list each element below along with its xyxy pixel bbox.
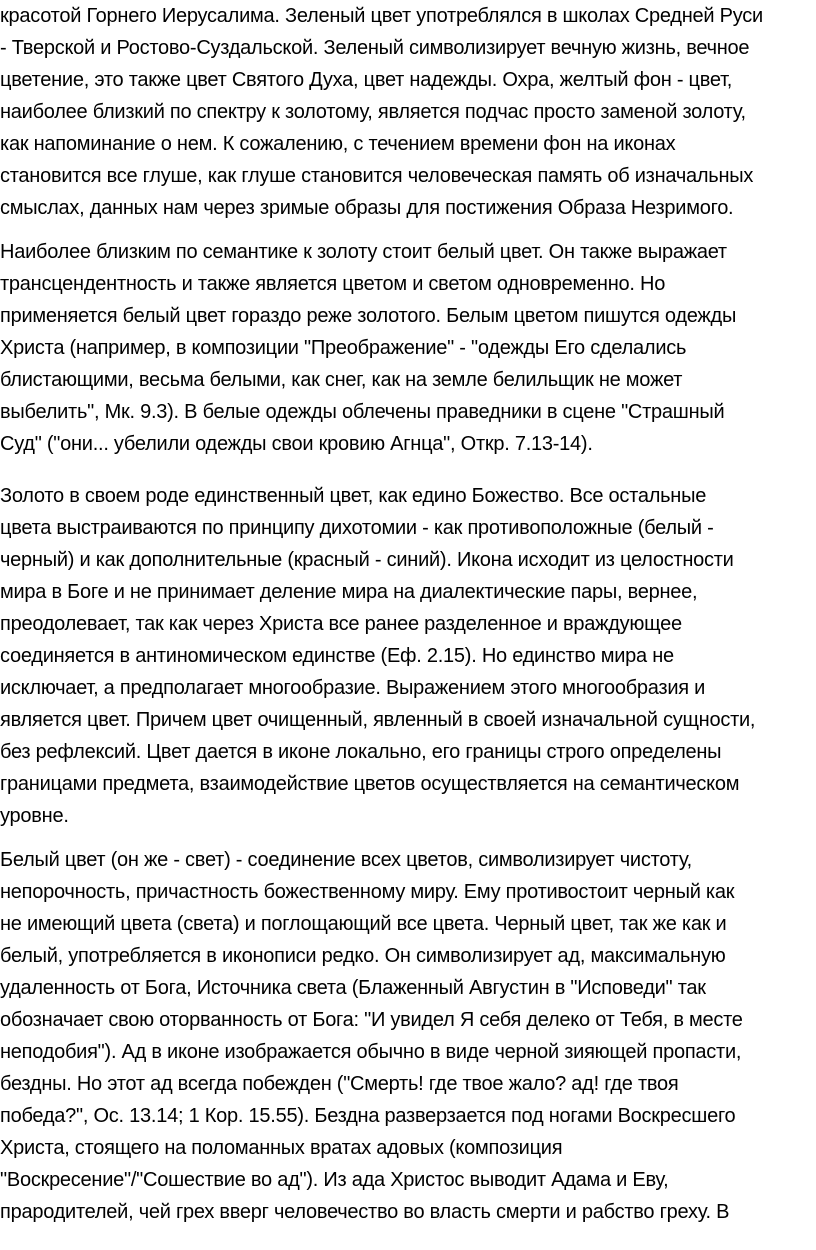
text-line: Суд" ("они... убелили одежды свои кровию Агнца", Откр. 7.13-14).: [0, 433, 593, 455]
text-line: применяется белый цвет гораздо реже золотого. Белым цветом пишутся одежды: [0, 305, 737, 327]
text-line: становится все глуше, как глуше становится человеческая память об изначальных: [0, 165, 754, 187]
text-line: без рефлексий. Цвет дается в иконе локально, его границы строго определены: [0, 741, 722, 763]
text-line: неподобия"). Ад в иконе изображается обычно в виде черной зияющей пропасти,: [0, 1041, 742, 1063]
text-line: блистающими, весьма белыми, как снег, как на земле белильщик не может: [0, 369, 683, 391]
text-line: черный) и как дополнительные (красный - синий). Икона исходит из целостности: [0, 549, 734, 571]
text-line: "Воскресение"/"Сошествие во ад"). Из ада Христос выводит Адама и Еву,: [0, 1169, 669, 1191]
text-line: выбелить", Мк. 9.3). В белые одежды облечены праведники в сцене "Страшный: [0, 401, 725, 423]
text-line: наиболее близкий по спектру к золотому, является подчас просто заменой золоту,: [0, 101, 746, 123]
text-line: трансцендентность и также является цветом и светом одновременно. Но: [0, 273, 666, 295]
text-line: Наиболее близким по семантике к золоту стоит белый цвет. Он также выражает: [0, 241, 727, 263]
text-line: границами предмета, взаимодействие цветов осуществляется на семантическом: [0, 773, 740, 795]
text-line: соединяется в антиномическом единстве (Еф. 2.15). Но единство мира не: [0, 645, 674, 667]
text-line: как напоминание о нем. К сожалению, с течением времени фон на иконах: [0, 133, 676, 155]
paragraph-2: [0, 236, 816, 460]
text-line: удаленность от Бога, Источника света (Блаженный Августин в "Исповеди" так: [0, 977, 706, 999]
text-line: победа?", Ос. 13.14; 1 Кор. 15.55). Бездна разверзается под ногами Воскресшего: [0, 1105, 736, 1127]
text-line: белый, употребляется в иконописи редко. Он символизирует ад, максимальную: [0, 945, 726, 967]
text-line: Христа, стоящего на поломанных вратах адовых (композиция: [0, 1137, 563, 1159]
text-line: непорочность, причастность божественному миру. Ему противостоит черный как: [0, 881, 735, 903]
text-line: прародителей, чей грех вверг человечество во власть смерти и рабство греху. В: [0, 1201, 730, 1223]
text-line: Белый цвет (он же - свет) - соединение всех цветов, символизирует чистоту,: [0, 849, 692, 871]
text-line: уровне.: [0, 805, 69, 827]
text-line: исключает, а предполагает многообразие. Выражением этого многообразия и: [0, 677, 706, 699]
text-line: бездны. Но этот ад всегда побежден ("Смерть! где твое жало? ад! где твоя: [0, 1073, 679, 1095]
text-line: цветение, это также цвет Святого Духа, цвет надежды. Охра, желтый фон - цвет,: [0, 69, 733, 91]
text-line: обозначает свою оторванность от Бога: "И увидел Я себя делеко от Тебя, в месте: [0, 1009, 743, 1031]
text-line: является цвет. Причем цвет очищенный, явленный в своей изначальной сущности,: [0, 709, 756, 731]
text-line: не имеющий цвета (света) и поглощающий все цвета. Черный цвет, так же как и: [0, 913, 727, 935]
text-line: мира в Боге и не принимает деление мира на диалектические пары, вернее,: [0, 581, 698, 603]
text-line: цвета выстраиваются по принципу дихотомии - как противоположные (белый -: [0, 517, 714, 539]
paragraph-3: [0, 480, 816, 832]
text-line: Христа (например, в композиции "Преображение" - "одежды Его сделались: [0, 337, 687, 359]
text-line: красотой Горнего Иерусалима. Зеленый цвет употреблялся в школах Средней Руси: [0, 5, 763, 27]
paragraph-1: [0, 0, 816, 224]
paragraph-4: [0, 844, 816, 1228]
text-line: смыслах, данных нам через зримые образы для постижения Образа Незримого.: [0, 197, 734, 219]
text-line: Золото в своем роде единственный цвет, как едино Божество. Все остальные: [0, 485, 707, 507]
text-line: - Тверской и Ростово-Суздальской. Зеленый символизирует вечную жизнь, вечное: [0, 37, 750, 59]
text-line: преодолевает, так как через Христа все ранее разделенное и враждующее: [0, 613, 682, 635]
